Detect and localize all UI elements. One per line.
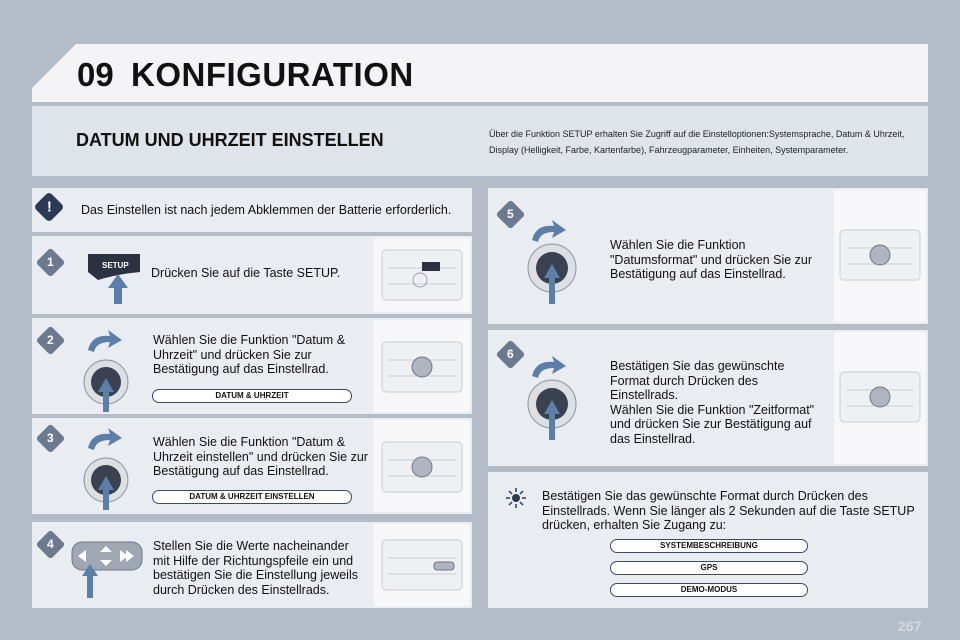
tip-text: Bestätigen Sie das gewünschte Format durch Drücken des Einstellrads. Wenn Sie länger als 2 Sekunden auf die Taste SETUP drücken, erhalten Sie Zugang zu: [542,489,915,532]
rotary-knob-icon [82,330,132,414]
setup-button-label: SETUP [102,261,129,270]
page-title: KONFIGURATION [131,56,414,93]
radio-panel-image [380,248,464,302]
rotary-knob-icon [526,356,580,442]
step-badge-4: 4 [36,530,66,560]
option-pill-gps: GPS [610,561,808,575]
radio-panel-image [380,538,464,592]
section-intro: Über die Funktion SETUP erhalten Sie Zugriff auf die Einstelloptionen:Systemsprache, Datum & Uhrzeit, Display (Helligkeit, Farbe, Kartenfarbe), Fahrzeugparameter, Einheiten, Systemparameter. [489,129,905,155]
step-text-3: Wählen Sie die Funktion "Datum & Uhrzeit einstellen" und drücken Sie zur Bestätigung auf das Einstellrad. [153,435,368,478]
step-text-2: Wählen Sie die Funktion "Datum & Uhrzeit" und drücken Sie zur Bestätigung auf das Einstellrad. [153,333,346,376]
option-pill-datum-uhrzeit-einstellen: DATUM & UHRZEIT EINSTELLEN [152,490,352,504]
radio-panel-image [380,340,464,394]
rotary-knob-icon [526,220,580,306]
radio-panel-image [380,440,464,494]
step-text-4: Stellen Sie die Werte nacheinander mit Hilfe der Richtungspfeile ein und bestätigen Sie die Einstellung jeweils durch Drücken des Einstellrads. [153,539,358,597]
step-badge-5: 5 [496,200,526,230]
option-pill-demo-modus: DEMO-MODUS [610,583,808,597]
step-text-6: Bestätigen Sie das gewünschte Format durch Drücken des Einstellrads. Wählen Sie die Funktion "Zeitformat" und drücken Sie zur Bestätigung auf das Einstellrad. [610,359,815,446]
direction-pad-icon [70,538,146,600]
step-badge-6: 6 [496,340,526,370]
page-number: 267 [898,618,922,634]
radio-panel-image [838,228,922,282]
section-title: DATUM UND UHRZEIT EINSTELLEN [76,130,384,150]
option-pill-systembeschreibung: SYSTEMBESCHREIBUNG [610,539,808,553]
step-text-5: Wählen Sie die Funktion "Datumsformat" und drücken Sie zur Bestätigung auf das Einstellrad. [610,238,813,281]
step-text-1: Drücken Sie auf die Taste SETUP. [151,266,341,280]
option-pill-datum-uhrzeit: DATUM & UHRZEIT [152,389,352,403]
step-badge-3: 3 [36,424,66,454]
setup-button-icon [88,250,146,306]
warning-icon: ! [33,191,64,222]
rotary-knob-icon [82,428,132,512]
step-badge-1: 1 [36,248,66,278]
warning-text: Das Einstellen ist nach jedem Abklemmen der Batterie erforderlich. [81,203,452,217]
radio-panel-image [838,370,922,424]
step-badge-2: 2 [36,326,66,356]
chapter-number: 09 [77,56,114,93]
sun-icon [506,488,526,508]
